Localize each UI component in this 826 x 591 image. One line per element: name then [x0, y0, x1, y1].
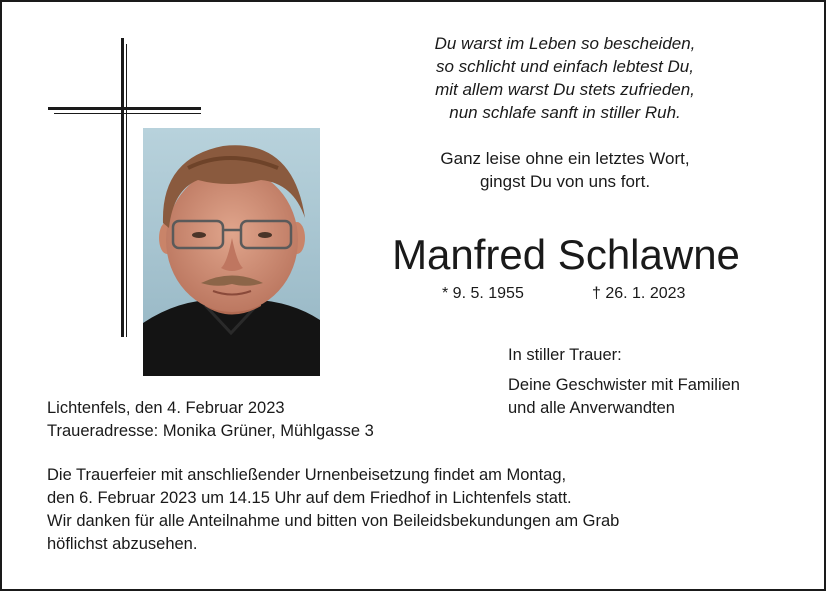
deceased-name: Manfred Schlawne: [392, 231, 740, 278]
funeral-info-line: den 6. Februar 2023 um 14.15 Uhr auf dem Friedhof in Lichtenfels statt.: [47, 489, 572, 507]
verse-line: nun schlafe sanft in stiller Ruh.: [449, 103, 681, 122]
place-date: Lichtenfels, den 4. Februar 2023: [47, 399, 285, 417]
mourners-heading: In stiller Trauer:: [508, 346, 622, 364]
funeral-info-line: Die Trauerfeier mit anschließender Urnenbeisetzung findet am Montag,: [47, 466, 567, 484]
verse-line: Du warst im Leben so bescheiden,: [434, 34, 696, 53]
verse-line: Ganz leise ohne ein letztes Wort,: [440, 149, 690, 168]
portrait-photo: [143, 128, 320, 376]
mourners-line: und alle Anverwandten: [508, 399, 675, 417]
verse-line: gingst Du von uns fort.: [479, 172, 651, 191]
verse-line: mit allem warst Du stets zufrieden,: [435, 80, 695, 99]
mourning-address: Traueradresse: Monika Grüner, Mühlgasse 3: [47, 422, 374, 440]
verse-line: so schlicht und einfach lebtest Du,: [436, 57, 694, 76]
birth-date: * 9. 5. 1955: [442, 285, 524, 302]
verse-italic: [400, 32, 730, 124]
mourners-line: Deine Geschwister mit Familien: [508, 376, 740, 394]
funeral-info-line: höflichst abzusehen.: [47, 535, 198, 553]
death-date: † 26. 1. 2023: [592, 285, 686, 302]
verse-plain: [400, 147, 730, 193]
funeral-info-line: Wir danken für alle Anteilnahme und bitten von Beileidsbekundungen am Grab: [47, 512, 620, 530]
